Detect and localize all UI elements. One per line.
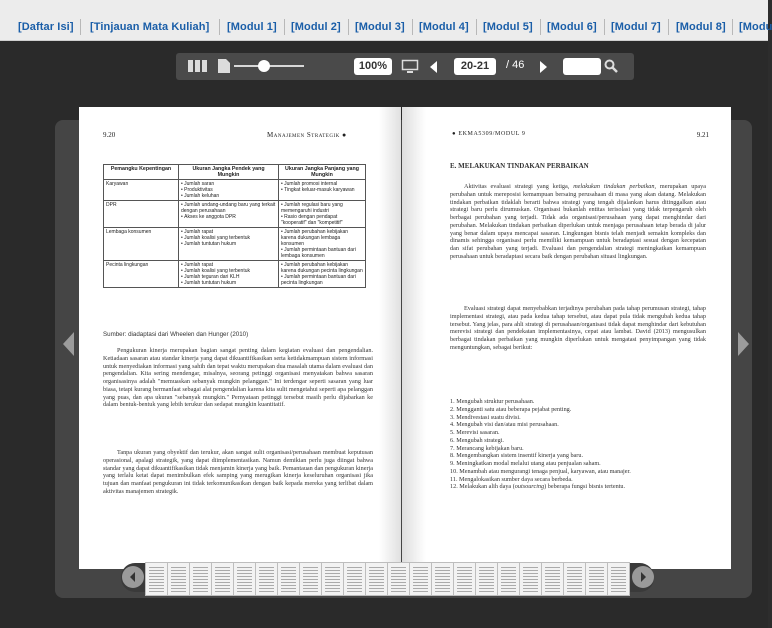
page-thumbnail[interactable]: [145, 562, 168, 596]
prev-page-arrow-icon[interactable]: [63, 332, 74, 356]
zoom-slider-handle[interactable]: [258, 60, 270, 72]
running-head: Manajemen Strategik ●: [267, 131, 347, 139]
page-thumbnail[interactable]: [519, 562, 542, 596]
table-cell: • Jumlah saran • Produktivitas • Jumlah keluhan: [179, 180, 279, 201]
table-cell: • Jumlah regulasi baru yang memengaruhi industri • Rasio dengan pendapat "kooperatif" dan "kompetitif": [279, 201, 366, 228]
nav-modul-4[interactable]: [Modul 4]: [419, 21, 469, 33]
page-thumbnail[interactable]: [563, 562, 586, 596]
table-header: Ukuran Jangka Pendek yang Mungkin: [179, 165, 279, 180]
page-thumbnail[interactable]: [233, 562, 256, 596]
nav-daftar-isi[interactable]: [Daftar Isi]: [18, 21, 74, 33]
page-number: 9.20: [103, 131, 116, 139]
page-thumbnail[interactable]: [387, 562, 410, 596]
page-thumbnail[interactable]: [475, 562, 498, 596]
page-thumbnail[interactable]: [409, 562, 432, 596]
thumbnail-next-button[interactable]: [632, 566, 654, 588]
list-item: 4. Mengubah visi dan/atau misi perusahaan.: [450, 421, 559, 429]
next-page-icon[interactable]: [539, 60, 547, 78]
table-cell: • Jumlah perubahan kebijakan karena dukungan pecinta lingkungan • Jumlah permintaan bantuan dari pecinta lingkungan: [279, 261, 366, 288]
body-paragraph: Tanpa ukuran yang obyektif dan terukur, akan sangat sulit organisasi/perusahaan membuat keputusan operasional, apalagi strategik, yang dapat diimplementasikan. Namun demikian perlu juga diingat bahwa standar yang dapat dikuantifikasikan tidak menjamin kinerja yang baik. Pemantauan dan pengukuran kinerja yang terlalu ketat dapat menimbulkan efek samping yang merugikan kinerja keseluruhan organisasi jika tujuan dan manfaat pengukuran ini tidak terkomunikasikan dengan baik kepada mereka yang terlibat dalam aktivitas manajemen strategik.: [103, 449, 373, 495]
list-item: 1. Mengubah struktur perusahaan.: [450, 398, 535, 405]
table-cell: • Jumlah undang-undang baru yang terkait dengan perusahaan • Akses ke anggota DPR: [179, 201, 279, 228]
list-item: 8. Mengembangkan sistem insentif kinerja yang baru.: [450, 452, 583, 460]
nav-separator: [219, 19, 220, 35]
page-thumbnail[interactable]: [343, 562, 366, 596]
nav-separator: [604, 19, 605, 35]
nav-separator: [412, 19, 413, 35]
nav-separator: [540, 19, 541, 35]
table-header: Ukuran Jangka Panjang yang Mungkin: [279, 165, 366, 180]
corrective-actions-list: [450, 398, 706, 491]
nav-modul-6[interactable]: [Modul 6]: [547, 21, 597, 33]
chevron-right-icon: [632, 566, 654, 588]
search-icon[interactable]: [604, 59, 618, 78]
nav-modul-7[interactable]: [Modul 7]: [611, 21, 661, 33]
viewer-toolbar: [176, 53, 634, 80]
page-thumbnail[interactable]: [299, 562, 322, 596]
table-cell: • Jumlah promosi internal • Tingkat keluar-masuk karyawan: [279, 180, 366, 201]
nav-modul-2[interactable]: [Modul 2]: [291, 21, 341, 33]
list-item: 3. Mendivestasi suatu divisi.: [450, 413, 521, 421]
nav-separator: [732, 19, 733, 35]
table-row: [104, 228, 366, 261]
page-thumbnail[interactable]: [585, 562, 608, 596]
nav-tinjauan-mata-kuliah[interactable]: [Tinjauan Mata Kuliah]: [90, 21, 210, 33]
list-item: 2. Mengganti satu atau beberapa pejabat penting.: [450, 405, 572, 413]
section-title: E. MELAKUKAN TINDAKAN PERBAIKAN: [450, 162, 589, 170]
page-number-input[interactable]: 20-21: [454, 58, 496, 75]
table-row: [104, 261, 366, 288]
page-gutter-shadow: [402, 107, 426, 569]
table-cell: Karyawan: [104, 180, 179, 201]
page-thumbnail[interactable]: [453, 562, 476, 596]
fullscreen-icon[interactable]: [402, 60, 418, 78]
table-row: [104, 201, 366, 228]
thumbnail-prev-button[interactable]: [122, 566, 144, 588]
page-thumbnail[interactable]: [277, 562, 300, 596]
right-page: [402, 107, 731, 569]
list-item: 6. Mengubah strategi.: [450, 436, 504, 444]
list-item: 7. Merancang kebijakan baru.: [450, 444, 524, 452]
table-cell: • Jumlah rapat • Jumlah koalisi yang terbentuk • Jumlah tuntutan hukum: [179, 228, 279, 261]
page-thumbnail[interactable]: [607, 562, 630, 596]
page-thumbnail[interactable]: [365, 562, 388, 596]
table-cell: DPR: [104, 201, 179, 228]
nav-modul-next[interactable]: [Modu: [739, 21, 772, 33]
page-thumbnail[interactable]: [497, 562, 520, 596]
next-page-arrow-icon[interactable]: [738, 332, 749, 356]
list-item: 11. Mengalokasikan sumber daya secara berbeda.: [450, 475, 573, 483]
body-paragraph: Pengukuran kinerja merupakan bagian sangat penting dalam kegiatan evaluasi dan pengendalian. Ketiadaan sasaran atau standar kinerja yang dapat dikuantifikasikan serta ketidakmampuan sistem informasi untuk menyediakan informasi yang sahih dan tepat waktu merupakan dua masalah utama dalam evaluasi dan pengendalian. Kita sering mendengar, misalnya, seorang petinggi organisasi menyatakan bahwa sasaran organisasinya adalah "memuaskan sebanyak mungkin pelanggan." Ini terdengar seperti sasaran yang luar biasa, tetapi kurang bermanfaat sebagai alat pengendalian karena kita sulit mengetahui seperti apa pelanggan yang puas, dan apa ukuran "sebanyak mungkin." Pernyataan petinggi tersebut masih perlu dijabarkan ke dalam bentuk-bentuk yang lebih terukur dan sedapat mungkin kuantitatif.: [103, 347, 373, 409]
table-cell: • Jumlah rapat • Jumlah koalisi yang terbentuk • Jumlah teguran dari KLH • Jumlah tuntutan hukum: [179, 261, 279, 288]
table-source: Sumber: diadaptasi dari Wheelen dan Hunger (2010): [103, 331, 249, 338]
table-header: Pemangku Kepentingan: [104, 165, 179, 180]
list-item: 9. Meningkatkan modal melalui utang atau penjualan saham.: [450, 460, 601, 467]
page-number: 9.21: [696, 131, 709, 139]
nav-separator: [80, 19, 81, 35]
list-item: 10. Menambah atau mengurangi tenaga penjual, karyawan, atau manajer.: [450, 467, 631, 475]
running-head: ● EKMA5309/MODUL 9: [452, 131, 526, 137]
table-cell: Lembaga konsumen: [104, 228, 179, 261]
nav-modul-1[interactable]: [Modul 1]: [227, 21, 277, 33]
nav-separator: [476, 19, 477, 35]
zoom-level-display[interactable]: 100%: [354, 58, 392, 75]
module-nav-bar: [0, 0, 772, 41]
table-cell: • Jumlah perubahan kebijakan karena dukungan lembaga konsumen • Jumlah permintaan bantuan dari lembaga konsumen: [279, 228, 366, 261]
page-thumbnail[interactable]: [167, 562, 190, 596]
page-thumbnail[interactable]: [211, 562, 234, 596]
page-thumbnail[interactable]: [189, 562, 212, 596]
list-item: 5. Merevisi sasaran.: [450, 429, 500, 436]
nav-modul-5[interactable]: [Modul 5]: [483, 21, 533, 33]
body-paragraph: Aktivitas evaluasi strategi yang ketiga, melakukan tindakan perbaikan, merupakan upaya perubahan untuk mereposisi kemampuan bersaing perusahaan di masa yang akan datang. Melakukan tindakan perbaikan tidaklah berarti bahwa strategi yang tengah dijalankan harus ditinggalkan atau strategi baru perlu dirumuskan. Organisasi bukanlah entitas terisolasi yang tidak terpengaruh oleh berbagai perubahan yang terjadi. Tidak ada organisasi/perusahaan yang dapat menghindar dari perubahan. Melakukan tindakan perbaikan diperlukan untuk menjaga perusahaan tetap berada di jalur yang benar dalam upaya mencapai sasaran. Lingkungan bisnis telah menjadi semakin kompleks dan dinamis sehingga organisasi perlu memiliki kemampuan untuk beradaptasi sesuai dengan kecepatan dan sifat perubahan yang terjadi. Evaluasi dan pengendalian strategi meningkatkan kemampuan perusahaan untuk beradaptasi secara baik dengan perubahan situasi lingkungan.: [450, 183, 707, 260]
page-thumbnail[interactable]: [431, 562, 454, 596]
table-cell: Pecinta lingkungan: [104, 261, 179, 288]
nav-separator: [668, 19, 669, 35]
page-thumbnail[interactable]: [321, 562, 344, 596]
thumbnails-icon[interactable]: [188, 59, 208, 78]
left-page: [79, 107, 401, 569]
search-input[interactable]: [563, 58, 601, 75]
table-row: [104, 180, 366, 201]
nav-modul-8[interactable]: [Modul 8]: [676, 21, 726, 33]
page-thumbnail[interactable]: [255, 562, 278, 596]
list-item: 12. Melakukan alih daya (outsourcing) beberapa fungsi bisnis tertentu.: [450, 483, 626, 491]
nav-modul-3[interactable]: [Modul 3]: [355, 21, 405, 33]
page-thumbnail[interactable]: [541, 562, 564, 596]
chevron-left-icon: [122, 566, 144, 588]
nav-separator: [348, 19, 349, 35]
single-page-icon[interactable]: [218, 59, 230, 78]
body-paragraph: Evaluasi strategi dapat menyebabkan terjadinya perubahan pada tahap perumusan strategi, tahap implementasi strategi, atau pada kedua tahap tersebut, atau dapat pula tidak mengubah kedua tahap tersebut. Yang jelas, para ahli strategi di perusahaan/organisasi tidak dapat menghindar dari kebutuhan merevisi strategi dan pendekatan implementasinya, cepat atau lambat. David (2013) mengusulkan berbagai tindakan perbaikan yang mungkin diperlukan untuk mengatasi penyimpangan yang tidak menguntungkan, sebagai berikut:: [450, 305, 706, 351]
page-total-label: / 46: [506, 59, 525, 71]
page-gutter-shadow: [379, 107, 401, 569]
stakeholder-table: [103, 164, 366, 288]
prev-page-icon[interactable]: [430, 60, 438, 78]
nav-separator: [284, 19, 285, 35]
